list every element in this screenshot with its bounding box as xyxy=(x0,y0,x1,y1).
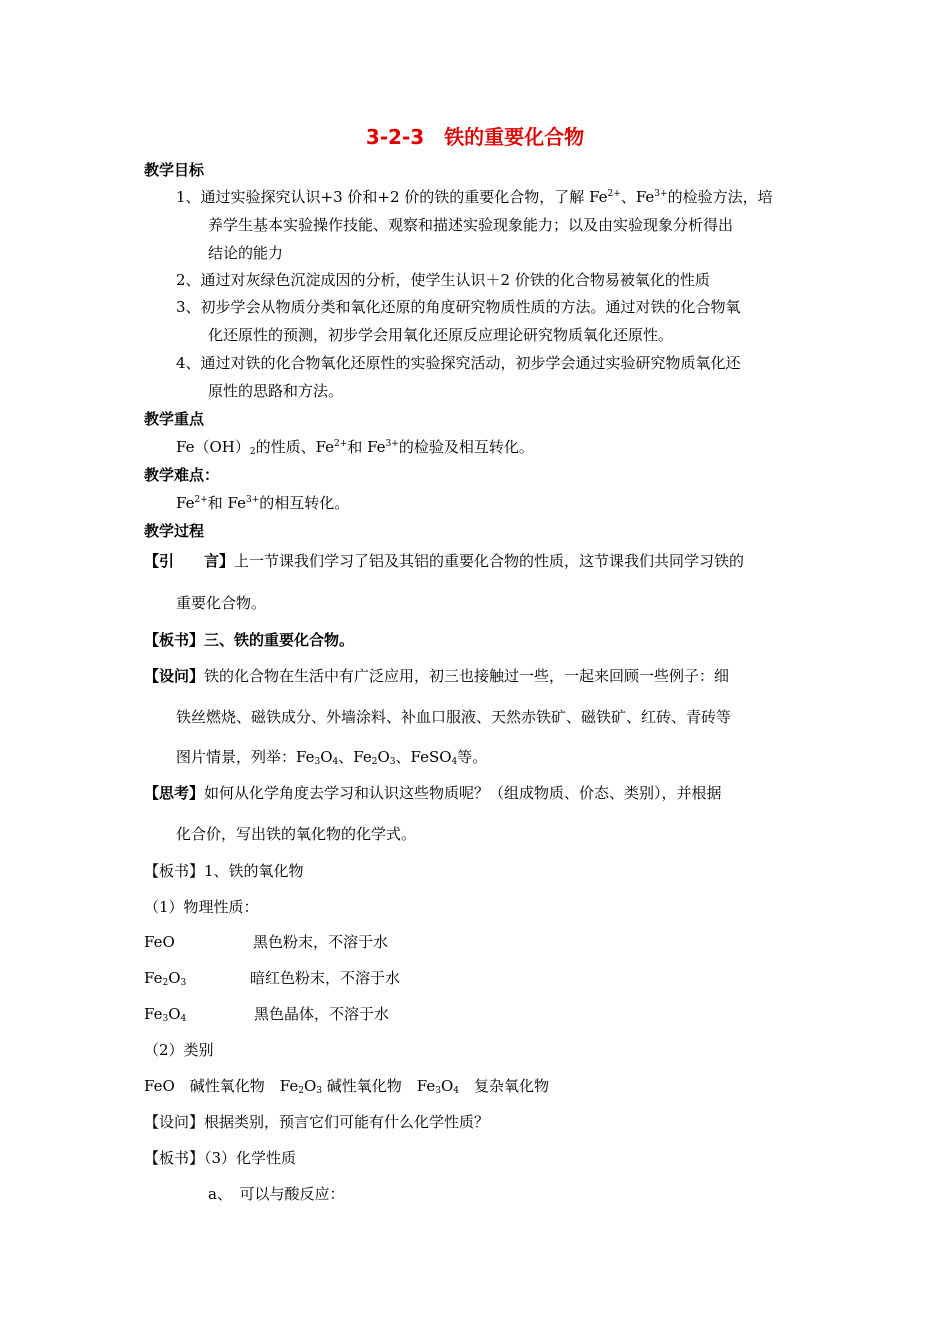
superscript: 3+ xyxy=(654,189,668,199)
goal-4-line-2: 原性的思路和方法。 xyxy=(208,382,344,400)
think-line-2: 化合价，写出铁的氧化物的化学式。 xyxy=(176,825,417,843)
text: Fe xyxy=(144,1005,163,1023)
text: 、Fe xyxy=(338,748,372,766)
text: O xyxy=(168,1005,181,1023)
goal-1 xyxy=(176,187,773,207)
board-text: 三、铁的重要化合物。 xyxy=(204,631,355,649)
section-process-heading: 教学过程 xyxy=(144,522,205,540)
text: 和 Fe xyxy=(207,494,246,512)
superscript: 3+ xyxy=(245,495,260,505)
subscript: 3 xyxy=(316,1086,323,1096)
text: 、FeSO xyxy=(395,748,452,766)
subscript: 3 xyxy=(435,1086,441,1096)
text: 等。 xyxy=(457,748,488,766)
think-text: 如何从化学角度去学习和认识这些物质呢？（组成物质、价态、类别），并根据 xyxy=(204,784,722,802)
intro-line-2: 重要化合物。 xyxy=(176,594,267,612)
subscript: 3 xyxy=(389,757,396,767)
superscript: 2+ xyxy=(607,189,621,199)
page-title: 3-2-3 铁的重要化合物 xyxy=(365,125,585,149)
goal-4-line-1: 4、通过对铁的化合物氧化还原性的实验探究活动，初步学会通过实验研究物质氧化还 xyxy=(176,354,741,372)
question-1-line-2: 铁丝燃烧、磁铁成分、外墙涂料、补血口服液、天然赤铁矿、磁铁矿、红砖、青砖等 xyxy=(176,708,732,726)
goal-3-line-1: 3、初步学会从物质分类和氧化还原的角度研究物质性质的方法。通过对铁的化合物氧 xyxy=(176,298,741,316)
text: O xyxy=(320,748,333,766)
think xyxy=(144,783,722,803)
oxide-feo xyxy=(144,932,175,952)
goal-3-line-2: 化还原性的预测，初步学会用氧化还原反应理论研究物质氧化还原性。 xyxy=(208,326,674,344)
section-goals-heading: 教学目标 xyxy=(144,161,205,179)
subscript: 2 xyxy=(162,978,169,988)
text: O xyxy=(168,969,181,987)
subscript: 2 xyxy=(249,447,256,457)
oxide-fe3o4 xyxy=(144,1004,186,1024)
section-difficult-heading: 教学难点： xyxy=(144,466,220,484)
oxide-feo-property: 黑色粉末，不溶于水 xyxy=(253,933,389,951)
intro-tag: 【引 言】 xyxy=(144,552,235,570)
board-1 xyxy=(144,630,354,650)
board-3: 【板书】（3）化学性质 xyxy=(144,1149,297,1167)
superscript: 3+ xyxy=(385,439,399,449)
difficult-point-text xyxy=(176,493,349,513)
question-2: 【设问】根据类别，预言它们可能有什么化学性质？ xyxy=(144,1113,490,1131)
subscript: 4 xyxy=(332,757,339,767)
oxide-fe3o4-property: 黑色晶体，不溶于水 xyxy=(254,1005,390,1023)
text: O xyxy=(440,1077,454,1095)
board-tag: 【板书】 xyxy=(144,631,205,649)
text: 的性质、Fe xyxy=(255,438,335,456)
oxide-fe2o3-property: 暗红色粉末，不溶于水 xyxy=(250,969,401,987)
category-line xyxy=(144,1076,549,1096)
text: Fe xyxy=(144,969,163,987)
text: 复杂氧化物 xyxy=(459,1077,550,1095)
text: 的相互转化。 xyxy=(259,494,350,512)
think-tag: 【思考】 xyxy=(144,784,205,802)
subscript: 4 xyxy=(180,1014,187,1024)
subscript: 2 xyxy=(298,1086,304,1096)
goal-2: 2、通过对灰绿色沉淀成因的分析，使学生认识＋2 价铁的化合物易被氧化的性质 xyxy=(176,271,710,289)
oxide-fe2o3 xyxy=(144,968,186,988)
key-point-text xyxy=(176,437,534,457)
category-heading: （2）类别 xyxy=(144,1041,214,1059)
item-a: a、 可以与酸反应： xyxy=(208,1185,345,1203)
intro-text: 上一节课我们学习了铝及其铝的重要化合物的性质，这节课我们共同学习铁的 xyxy=(234,552,745,570)
subscript: 3 xyxy=(162,1014,169,1024)
subscript: 4 xyxy=(453,1086,460,1096)
goal-1-text-b: 、Fe xyxy=(620,188,655,206)
question-1-line-3 xyxy=(176,747,487,767)
question-text: 铁的化合物在生活中有广泛应用，初三也接触过一些，一起来回顾一些例子：细 xyxy=(204,667,730,685)
superscript: 2+ xyxy=(334,439,348,449)
formula: FeO xyxy=(144,933,175,951)
text: FeO 碱性氧化物 Fe xyxy=(144,1077,299,1095)
text: 和 Fe xyxy=(347,438,386,456)
goal-1-text-a: 1、通过实验探究认识+3 价和+2 价的铁的重要化合物，了解 Fe xyxy=(176,188,608,206)
goal-1-text-c: 的检验方法，培 xyxy=(667,188,773,206)
subscript: 4 xyxy=(451,757,458,767)
intro-paragraph xyxy=(144,551,744,571)
text: O xyxy=(377,748,390,766)
text: 的检验及相互转化。 xyxy=(398,438,534,456)
text: Fe xyxy=(176,494,195,512)
text: O xyxy=(303,1077,317,1095)
superscript: 2+ xyxy=(194,495,208,505)
text: Fe（OH） xyxy=(176,438,250,456)
subscript: 3 xyxy=(180,978,187,988)
subscript: 3 xyxy=(314,757,321,767)
goal-1-line-3: 结论的能力 xyxy=(208,244,284,262)
goal-1-line-2: 养学生基本实验操作技能、观察和描述实验现象能力；以及由实验现象分析得出 xyxy=(208,216,734,234)
board-2: 【板书】1、铁的氧化物 xyxy=(144,862,304,880)
physical-properties-heading: （1）物理性质： xyxy=(144,898,259,916)
text: 碱性氧化物 Fe xyxy=(322,1077,436,1095)
question-1 xyxy=(144,666,729,686)
subscript: 2 xyxy=(371,757,378,767)
text: 图片情景，列举：Fe xyxy=(176,748,315,766)
section-key-heading: 教学重点 xyxy=(144,410,205,428)
question-tag: 【设问】 xyxy=(144,667,205,685)
